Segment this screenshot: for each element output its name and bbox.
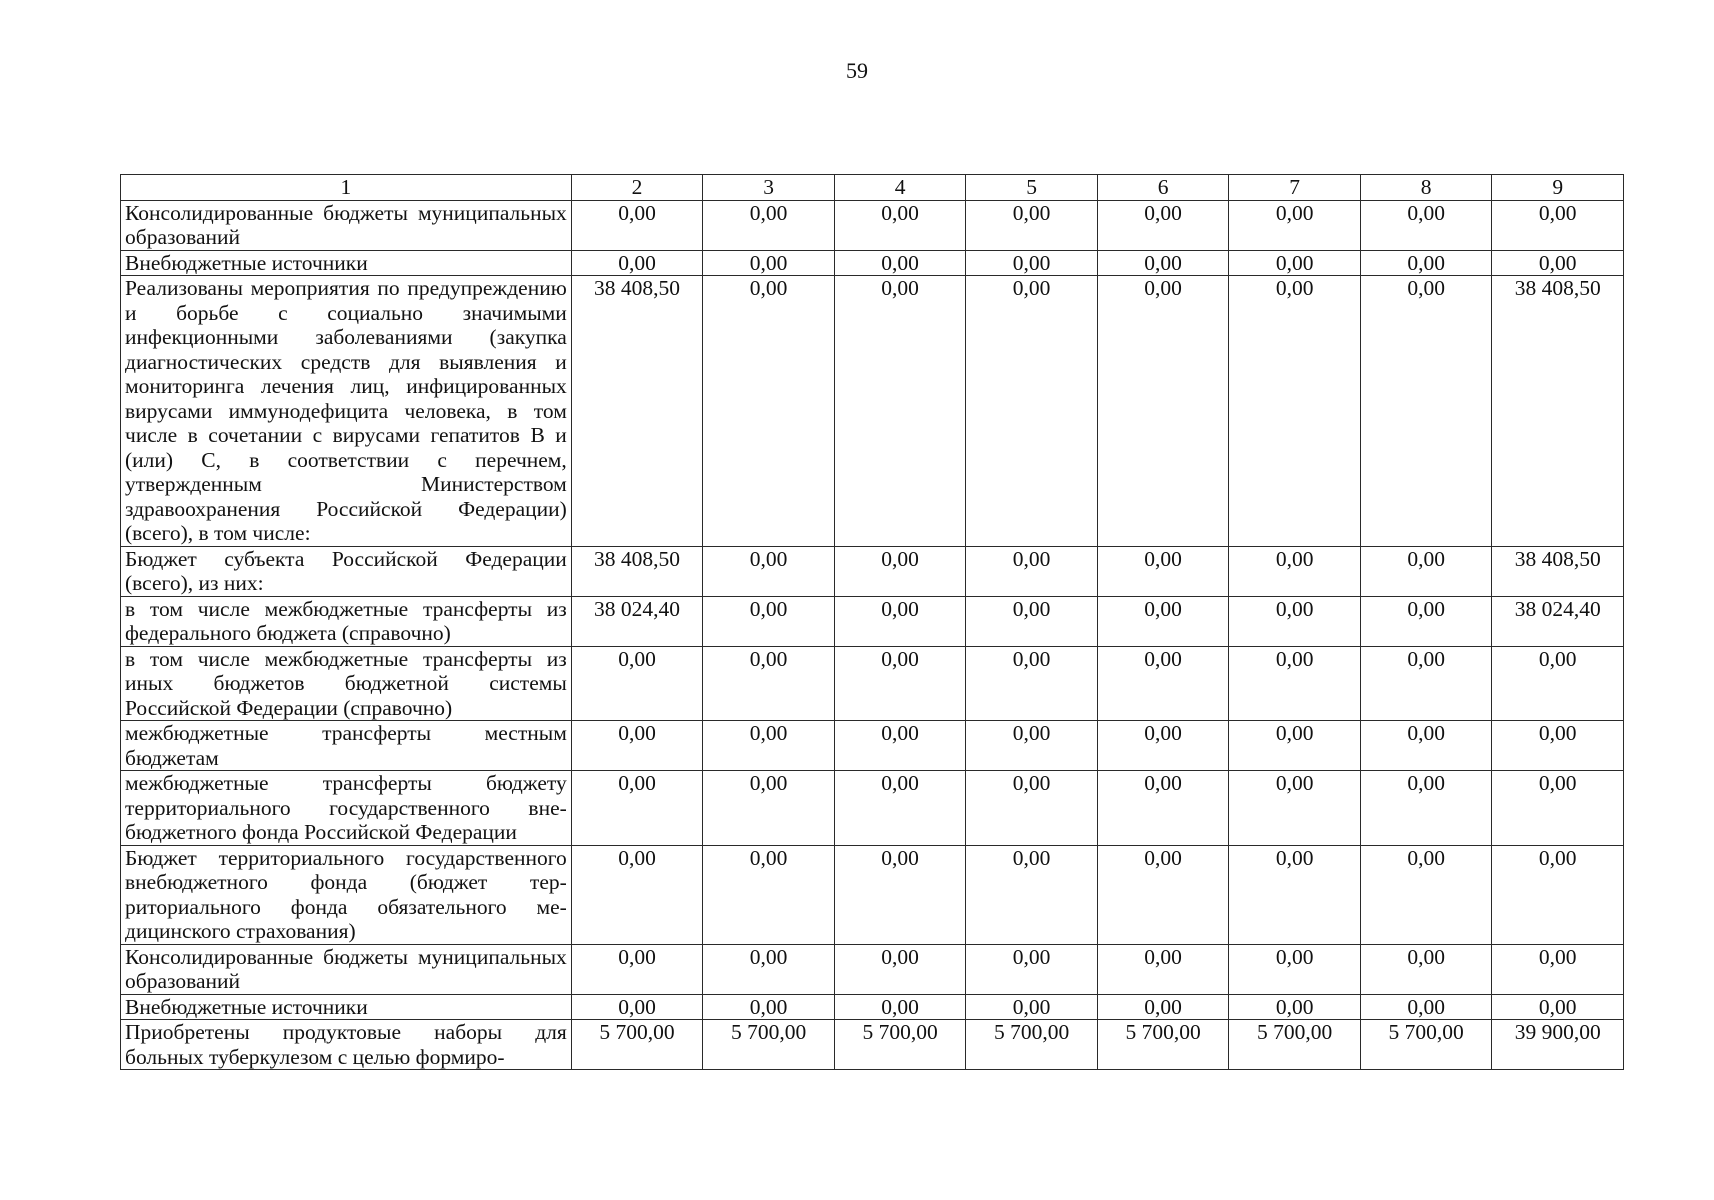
cell-value-col-2: 0,00: [571, 771, 703, 846]
cell-value-col-8: 0,00: [1360, 596, 1492, 646]
cell-value-col-7: 0,00: [1229, 546, 1361, 596]
cell-value-col-4: 0,00: [834, 200, 966, 250]
row-label: Реализованы мероприятия по предупреждению и борьбе с социально значимыми инфекционными заболеваниями (закупка диагностических средств для выявления и мониторинга лечения лиц, инфицированных вирусами иммунодефицита человека, в том числе в сочетании с вирусами гепатитов В и (или) С, в соответствии с перечнем, утвержденным Министерством здравоохранения Российской Федерации) (всего), в том числе:: [121, 276, 572, 547]
cell-value-col-7: 0,00: [1229, 721, 1361, 771]
cell-value-col-5: 0,00: [966, 771, 1098, 846]
cell-value-col-2: 0,00: [571, 250, 703, 276]
cell-value-col-4: 0,00: [834, 944, 966, 994]
cell-value-col-8: 0,00: [1360, 546, 1492, 596]
cell-value-col-7: 0,00: [1229, 250, 1361, 276]
cell-value-col-9: 39 900,00: [1492, 1020, 1624, 1070]
cell-value-col-6: 0,00: [1097, 200, 1229, 250]
cell-value-col-7: 0,00: [1229, 845, 1361, 944]
cell-value-col-4: 0,00: [834, 276, 966, 547]
cell-value-col-3: 0,00: [703, 546, 835, 596]
cell-value-col-9: 0,00: [1492, 646, 1624, 721]
cell-value-col-6: 0,00: [1097, 276, 1229, 547]
cell-value-col-8: 0,00: [1360, 771, 1492, 846]
table-body: [121, 200, 1624, 1070]
row-label: в том числе межбюджетные трансферты из федерального бюджета (справочно): [121, 596, 572, 646]
cell-value-col-4: 0,00: [834, 596, 966, 646]
cell-value-col-5: 5 700,00: [966, 1020, 1098, 1070]
cell-value-col-5: 0,00: [966, 721, 1098, 771]
cell-value-col-4: 5 700,00: [834, 1020, 966, 1070]
table-row: [121, 276, 1624, 547]
cell-value-col-3: 0,00: [703, 944, 835, 994]
cell-value-col-4: 0,00: [834, 646, 966, 721]
cell-value-col-7: 0,00: [1229, 944, 1361, 994]
cell-value-col-9: 0,00: [1492, 721, 1624, 771]
cell-value-col-6: 0,00: [1097, 771, 1229, 846]
cell-value-col-2: 38 408,50: [571, 276, 703, 547]
cell-value-col-3: 0,00: [703, 771, 835, 846]
cell-value-col-6: 0,00: [1097, 994, 1229, 1020]
cell-value-col-2: 0,00: [571, 994, 703, 1020]
cell-value-col-7: 5 700,00: [1229, 1020, 1361, 1070]
cell-value-col-9: 38 408,50: [1492, 276, 1624, 547]
cell-value-col-9: 38 408,50: [1492, 546, 1624, 596]
cell-value-col-3: 0,00: [703, 276, 835, 547]
cell-value-col-6: 0,00: [1097, 250, 1229, 276]
cell-value-col-7: 0,00: [1229, 646, 1361, 721]
table-row: [121, 546, 1624, 596]
row-label: Внебюджетные источники: [121, 250, 572, 276]
cell-value-col-4: 0,00: [834, 994, 966, 1020]
column-header-4: 4: [834, 175, 966, 201]
table-row: [121, 845, 1624, 944]
cell-value-col-3: 5 700,00: [703, 1020, 835, 1070]
table-row: [121, 771, 1624, 846]
column-header-1: 1: [121, 175, 572, 201]
column-header-2: 2: [571, 175, 703, 201]
cell-value-col-4: 0,00: [834, 845, 966, 944]
table-row: [121, 1020, 1624, 1070]
cell-value-col-2: 0,00: [571, 646, 703, 721]
column-header-6: 6: [1097, 175, 1229, 201]
cell-value-col-4: 0,00: [834, 771, 966, 846]
cell-value-col-3: 0,00: [703, 596, 835, 646]
cell-value-col-5: 0,00: [966, 250, 1098, 276]
table-header: [121, 175, 1624, 201]
cell-value-col-5: 0,00: [966, 845, 1098, 944]
cell-value-col-5: 0,00: [966, 994, 1098, 1020]
cell-value-col-8: 0,00: [1360, 250, 1492, 276]
column-header-5: 5: [966, 175, 1098, 201]
cell-value-col-2: 38 408,50: [571, 546, 703, 596]
cell-value-col-2: 0,00: [571, 200, 703, 250]
column-header-8: 8: [1360, 175, 1492, 201]
row-label: Бюджет территориального государственного внебюджетного фонда (бюджет территориального фонда обязательного медицинского страхования): [121, 845, 572, 944]
cell-value-col-3: 0,00: [703, 721, 835, 771]
cell-value-col-8: 5 700,00: [1360, 1020, 1492, 1070]
cell-value-col-4: 0,00: [834, 546, 966, 596]
table-row: [121, 596, 1624, 646]
cell-value-col-6: 0,00: [1097, 596, 1229, 646]
cell-value-col-4: 0,00: [834, 250, 966, 276]
cell-value-col-9: 0,00: [1492, 771, 1624, 846]
row-label: в том числе межбюджетные трансферты из иных бюджетов бюджетной системы Российской Федерации (справочно): [121, 646, 572, 721]
cell-value-col-5: 0,00: [966, 944, 1098, 994]
cell-value-col-8: 0,00: [1360, 646, 1492, 721]
cell-value-col-2: 0,00: [571, 721, 703, 771]
cell-value-col-6: 0,00: [1097, 546, 1229, 596]
table-row: [121, 994, 1624, 1020]
table-row: [121, 646, 1624, 721]
cell-value-col-2: 5 700,00: [571, 1020, 703, 1070]
cell-value-col-5: 0,00: [966, 546, 1098, 596]
budget-table: [120, 174, 1624, 1070]
cell-value-col-8: 0,00: [1360, 276, 1492, 547]
cell-value-col-9: 0,00: [1492, 944, 1624, 994]
table-row: [121, 944, 1624, 994]
cell-value-col-5: 0,00: [966, 596, 1098, 646]
table-row: [121, 721, 1624, 771]
cell-value-col-2: 38 024,40: [571, 596, 703, 646]
row-label: Консолидированные бюджеты муниципальных образований: [121, 200, 572, 250]
column-header-7: 7: [1229, 175, 1361, 201]
cell-value-col-7: 0,00: [1229, 596, 1361, 646]
row-label: Бюджет субъекта Российской Федерации (всего), из них:: [121, 546, 572, 596]
row-label: Консолидированные бюджеты муниципальных образований: [121, 944, 572, 994]
cell-value-col-7: 0,00: [1229, 771, 1361, 846]
cell-value-col-8: 0,00: [1360, 845, 1492, 944]
cell-value-col-6: 0,00: [1097, 944, 1229, 994]
cell-value-col-3: 0,00: [703, 845, 835, 944]
cell-value-col-9: 38 024,40: [1492, 596, 1624, 646]
cell-value-col-6: 5 700,00: [1097, 1020, 1229, 1070]
table-row: [121, 200, 1624, 250]
column-header-3: 3: [703, 175, 835, 201]
cell-value-col-8: 0,00: [1360, 200, 1492, 250]
cell-value-col-5: 0,00: [966, 200, 1098, 250]
cell-value-col-3: 0,00: [703, 200, 835, 250]
cell-value-col-9: 0,00: [1492, 200, 1624, 250]
header-row: [121, 175, 1624, 201]
row-label: межбюджетные трансферты бюджету территориального государственного внебюджетного фонда Российской Федерации: [121, 771, 572, 846]
cell-value-col-7: 0,00: [1229, 994, 1361, 1020]
cell-value-col-3: 0,00: [703, 994, 835, 1020]
cell-value-col-9: 0,00: [1492, 845, 1624, 944]
column-header-9: 9: [1492, 175, 1624, 201]
cell-value-col-2: 0,00: [571, 845, 703, 944]
cell-value-col-2: 0,00: [571, 944, 703, 994]
table-row: [121, 250, 1624, 276]
row-label: межбюджетные трансферты местным бюджетам: [121, 721, 572, 771]
cell-value-col-4: 0,00: [834, 721, 966, 771]
cell-value-col-3: 0,00: [703, 646, 835, 721]
cell-value-col-8: 0,00: [1360, 721, 1492, 771]
cell-value-col-3: 0,00: [703, 250, 835, 276]
page-number: 59: [846, 58, 868, 83]
cell-value-col-8: 0,00: [1360, 944, 1492, 994]
cell-value-col-9: 0,00: [1492, 250, 1624, 276]
cell-value-col-7: 0,00: [1229, 200, 1361, 250]
row-label: Приобретены продуктовые наборы для больных туберкулезом с целью формиро-: [121, 1020, 572, 1070]
cell-value-col-6: 0,00: [1097, 721, 1229, 771]
row-label: Внебюджетные источники: [121, 994, 572, 1020]
cell-value-col-5: 0,00: [966, 646, 1098, 721]
cell-value-col-7: 0,00: [1229, 276, 1361, 547]
cell-value-col-9: 0,00: [1492, 994, 1624, 1020]
cell-value-col-6: 0,00: [1097, 646, 1229, 721]
cell-value-col-6: 0,00: [1097, 845, 1229, 944]
cell-value-col-5: 0,00: [966, 276, 1098, 547]
cell-value-col-8: 0,00: [1360, 994, 1492, 1020]
